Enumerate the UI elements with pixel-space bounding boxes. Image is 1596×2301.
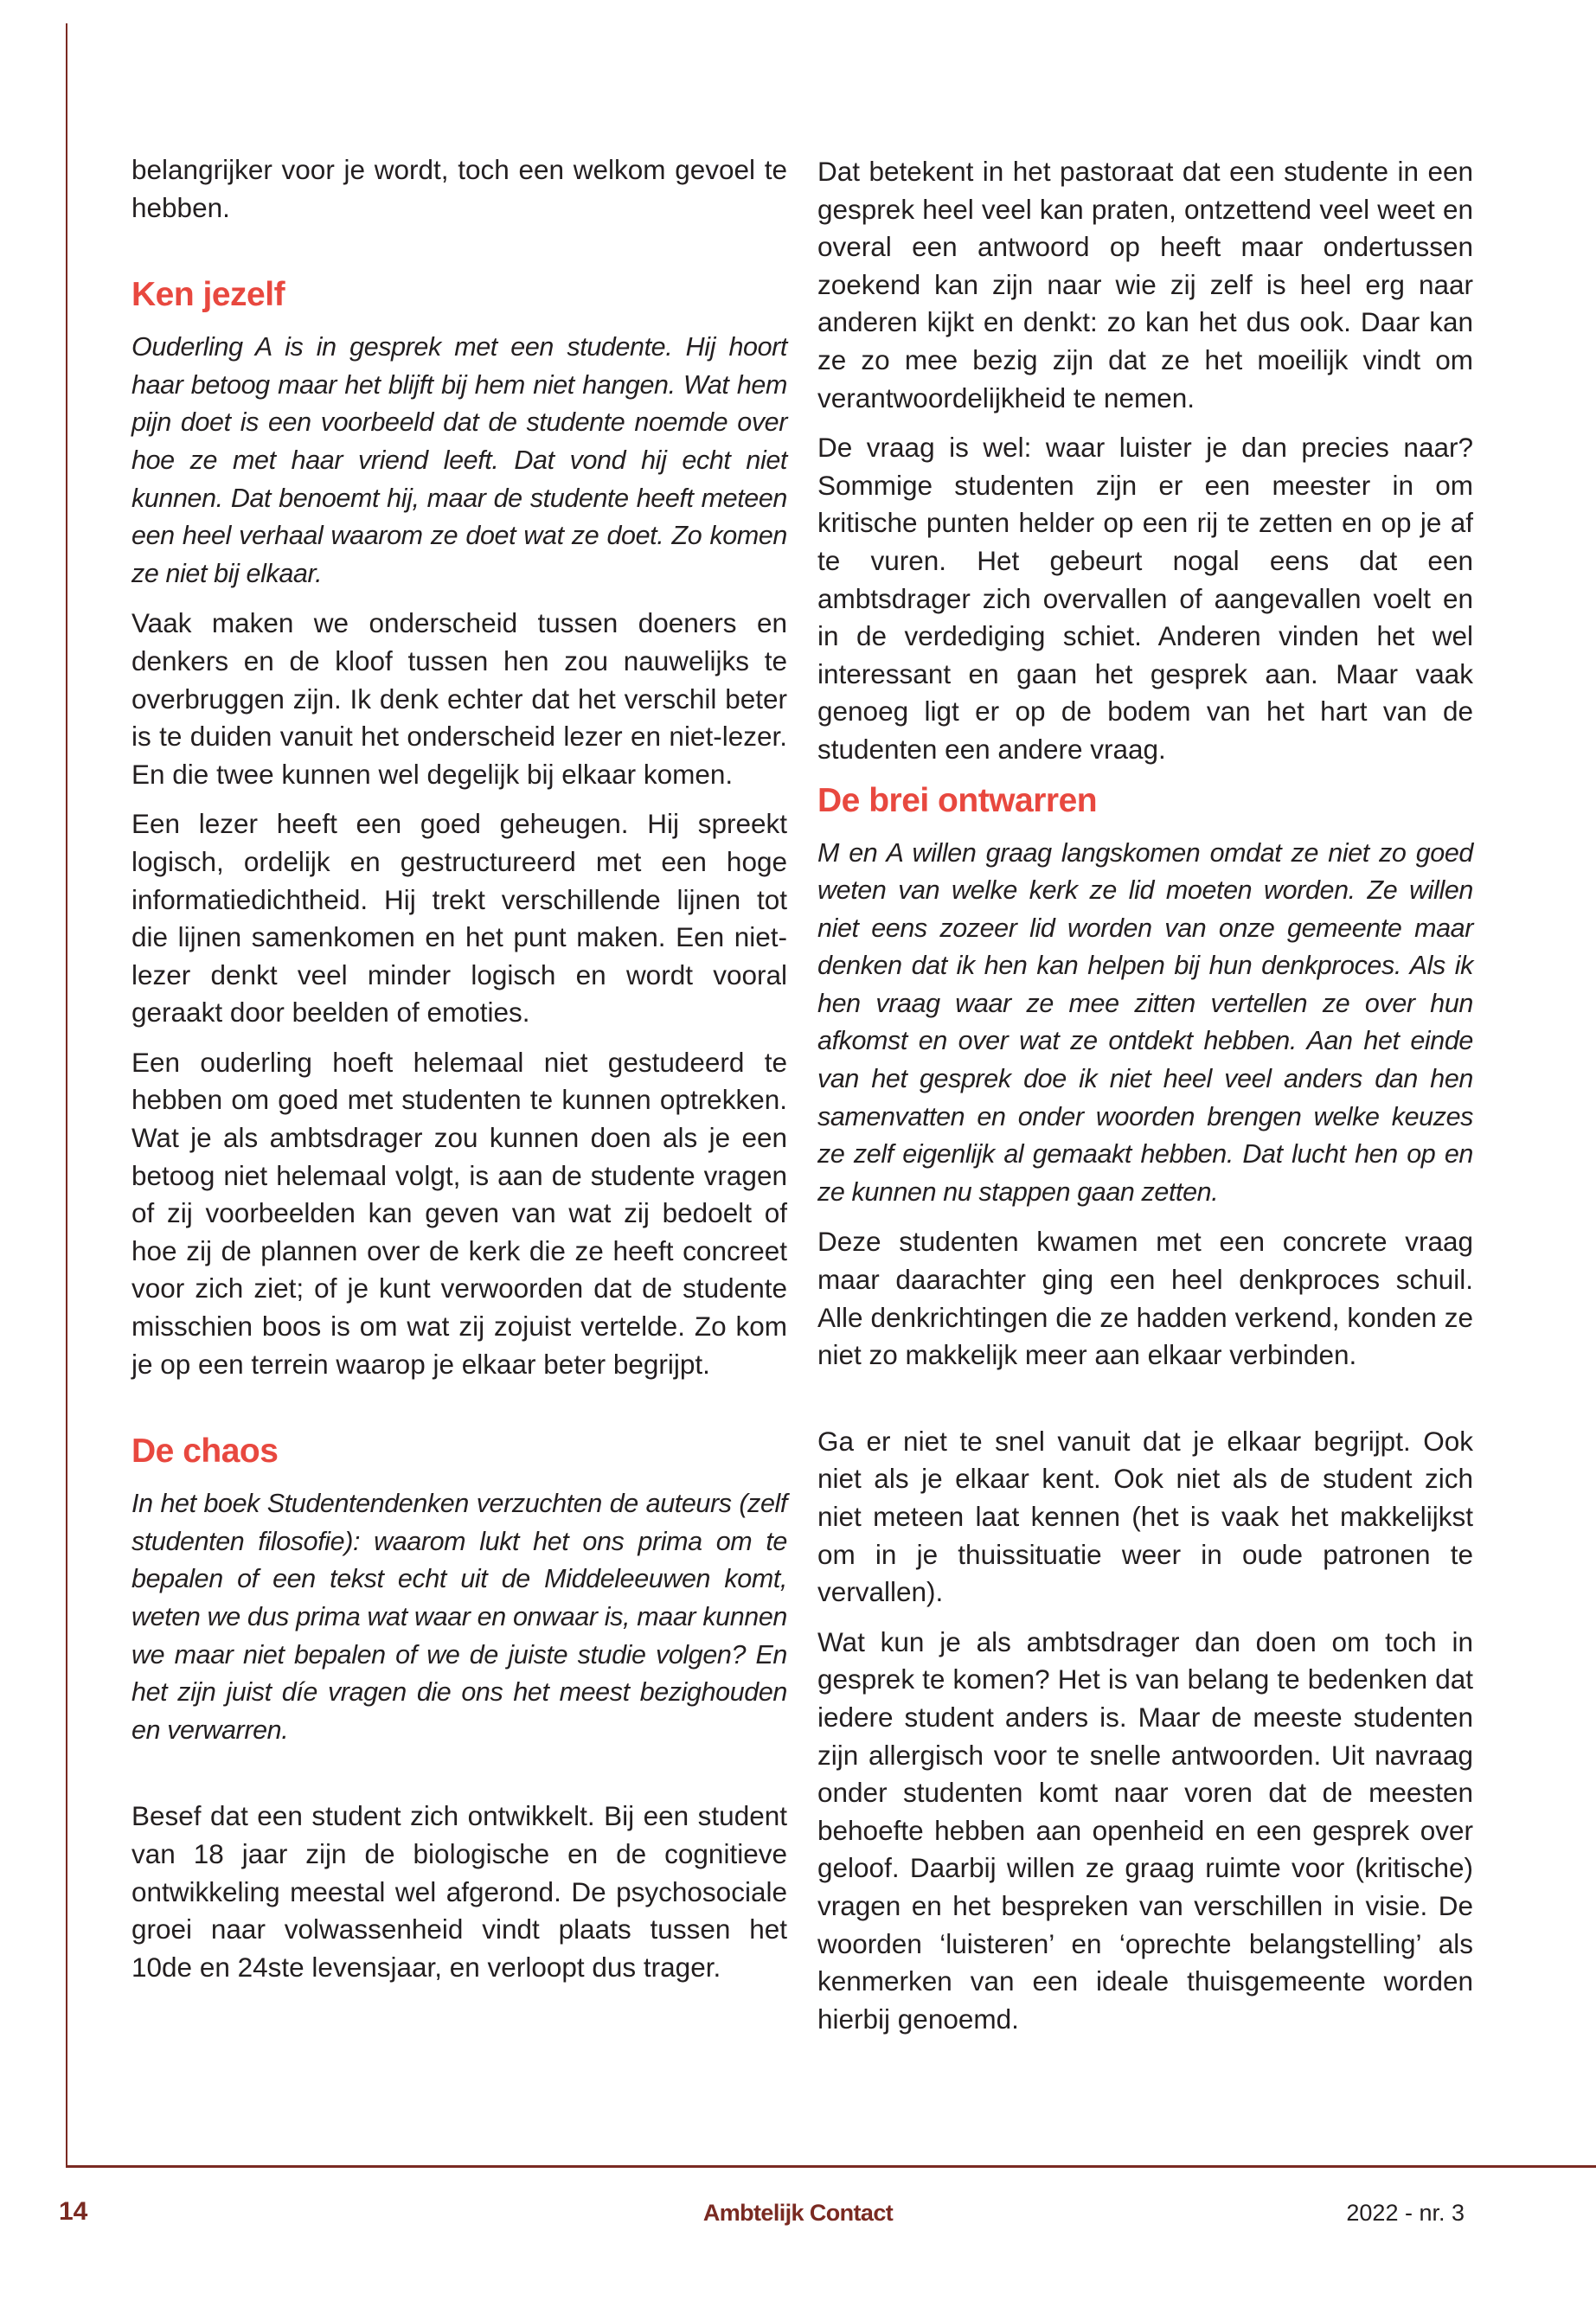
body-paragraph: De vraag is wel: waar luister je dan precies naar? Sommige studenten zijn er een meester in om kritische punten helder op een rij te zetten en op je af te vuren. Het gebeurt nogal eens dat een ambtsdrager zich overvallen of aangevallen voelt en in de verdediging schiet. Anderen vinden het wel interessant en gaan het gesprek aan. Maar vaak genoeg ligt er op de bodem van het hart van de studenten een andere vraag. — [817, 432, 1473, 765]
intro-paragraph: belangrijker voor je wordt, toch een welkom gevoel te hebben. — [131, 154, 787, 223]
case-text-de-chaos: In het boek Studentendenken verzuchten de auteurs (zelf studenten filosofie): waarom lukt het ons prima om te bepalen of een tekst echt uit de Middeleeuwen komt, weten we dus prima wat waar en onwaar is, maar kunnen we maar niet bepalen of we de juiste studie volgen? En het zijn juist díe vragen die ons het meest bezighouden en verwarren. — [131, 1489, 787, 1745]
body-paragraph: Deze studenten kwamen met een concrete vraag maar daarachter ging een heel denkproces schuil. Alle denkrichtingen die ze hadden verkend, konden ze niet zo makkelijk meer aan elkaar verbinden. — [817, 1226, 1473, 1371]
body-paragraph: Dat betekent in het pastoraat dat een studente in een gesprek heel veel kan praten, ontzettend veel weet en overal een antwoord op heeft maar ondertussen zoekend kan zijn naar wie zij zelf is heel erg naar anderen kijkt en denkt: zo kan het dus ook. Daar kan ze zo mee bezig zijn dat ze het moeilijk vindt om verantwoordelijkheid te nemen. — [817, 156, 1473, 413]
body-paragraph: Een ouderling hoeft helemaal niet gestudeerd te hebben om goed met studenten te kunnen optrekken. Wat je als ambtsdrager zou kunnen doen als je een betoog niet helemaal volgt, is aan de studente vragen of zij voorbeelden kan geven van wat zij bedoelt of hoe zij de plannen over de kerk die ze heeft concreet voor zich ziet; of je kunt verwoorden dat de studente misschien boos is om wat zij zojuist vertelde. Zo kom je op een terrein waarop je elkaar beter begrijpt. — [131, 1046, 787, 1380]
body-paragraph: Vaak maken we onderscheid tussen doeners en denkers en de kloof tussen hen zou nauwelijks te overbruggen zijn. Ik denk echter dat het verschil beter is te duiden vanuit het onderscheid lezer en niet-lezer. En die twee kunnen wel degelijk bij elkaar komen. — [131, 607, 787, 790]
section-heading-ken-jezelf: Ken jezelf — [131, 276, 285, 314]
body-paragraph: Besef dat een student zich ontwikkelt. Bij een student van 18 jaar zijn de biologische en de cognitieve ontwikkeling meestal wel afgerond. De psychosociale groei naar volwassenheid vindt plaats tussen het 10de en 24ste levensjaar, en verloopt dus trager. — [131, 1800, 787, 1983]
page-frame-left-rule — [66, 23, 67, 2167]
body-paragraph: Een lezer heeft een goed geheugen. Hij spreekt logisch, ordelijk en gestructureerd met een hoge informatiedichtheid. Hij trekt verschillende lijnen tot die lijnen samenkomen en het punt maken. Een niet-lezer denkt veel minder logisch en wordt vooral geraakt door beelden of emoties. — [131, 808, 787, 1029]
issue-label: 2022 - nr. 3 — [1346, 2200, 1465, 2226]
body-paragraph: Ga er niet te snel vanuit dat je elkaar begrijpt. Ook niet als je elkaar kent. Ook niet als de student zich niet meteen laat kennen (het is vaak het makkelijkst om in je thuissituatie weer in oude patronen te vervallen). — [817, 1425, 1473, 1608]
page-frame-bottom-rule — [66, 2165, 1596, 2168]
section-heading-de-chaos: De chaos — [131, 1433, 279, 1471]
section-heading-de-brei-ontwarren: De brei ontwarren — [817, 781, 1098, 819]
left-column — [131, 151, 787, 1998]
case-text-ken-jezelf: Ouderling A is in gesprek met een studente. Hij hoort haar betoog maar het blijft bij hem niet hangen. Wat hem pijn doet is een voorbeeld dat de studente noemde over hoe ze met haar vriend leeft. Dat vond hij echt niet kunnen. Dat benoemt hij, maar de studente heeft meteen een heel verhaal waarom ze doet wat ze doet. Zo komen ze niet bij elkaar. — [131, 332, 787, 588]
page-number: 14 — [59, 2197, 88, 2226]
case-text-de-brei-ontwarren: M en A willen graag langskomen omdat ze niet zo goed weten van welke kerk ze lid moeten worden. Ze willen niet eens zozeer lid worden van onze gemeente maar denken dat ik hen kan helpen bij hun denkproces. Als ik hen vraag waar ze mee zitten vertellen ze over hun afkomst en over wat ze ontdekt hebben. Aan het einde van het gesprek doe ik niet heel veel anders dan hen samenvatten en onder woorden brengen welke keuzes ze zelf eigenlijk al gemaakt hebben. Dat lucht hen op en ze kunnen nu stappen gaan zetten. — [817, 837, 1473, 1207]
publication-title: Ambtelijk Contact — [702, 2200, 894, 2226]
right-column — [817, 153, 1473, 2050]
body-paragraph: Wat kun je als ambtsdrager dan doen om toch in gesprek te komen? Het is van belang te bedenken dat iedere student anders is. Maar de meeste studenten zijn allergisch voor te snelle antwoorden. Uit navraag onder studenten komt naar voren dat de meesten behoefte hebben aan openheid en een gesprek over geloof. Daarbij willen ze graag ruimte voor (kritische) vragen en het bespreken van verschillen in visie. De woorden ‘luisteren’ en ‘oprechte belangstelling’ als kenmerken van een ideale thuisgemeente worden hierbij genoemd. — [817, 1625, 1473, 2035]
